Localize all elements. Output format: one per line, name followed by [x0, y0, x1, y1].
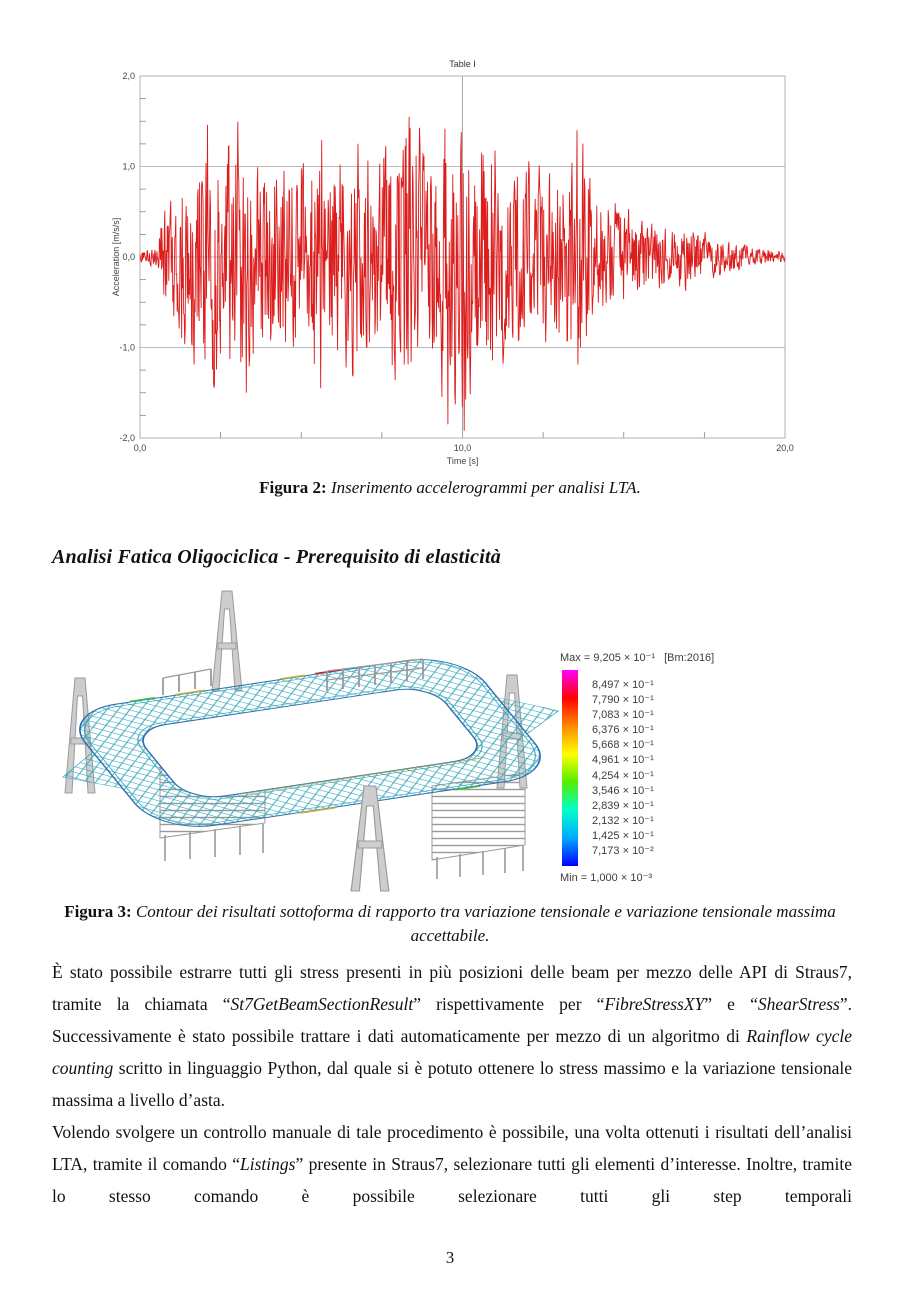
- text-segment: ” presente in Straus7, selezionare tutti gli elementi d’interesse. Inoltre, tramite lo stesso comando è possibile selezionare tutti gli step temporali: [52, 1154, 853, 1206]
- section-heading: Analisi Fatica Oligociclica - Prerequisito di elasticità: [52, 546, 501, 568]
- contour-legend: [560, 651, 800, 891]
- text-segment: Figura 2:: [259, 478, 327, 497]
- text-segment: Volendo svolgere un controllo manuale di tale procedimento è possibile, una volta ottenuti i risultati dell’analisi LTA, tramite il comando “: [52, 1122, 852, 1174]
- legend-value: 7,790 × 10⁻¹: [592, 694, 654, 707]
- svg-text:Time [s]: Time [s]: [446, 456, 479, 466]
- legend-min-label: Min = 1,000 × 10⁻³: [560, 872, 653, 884]
- text-segment: FibreStressXY: [604, 994, 705, 1014]
- text-segment: Inserimento accelerogrammi per analisi LTA.: [326, 478, 641, 497]
- paragraph-2: [52, 1116, 852, 1212]
- legend-color-bar: [562, 670, 578, 866]
- svg-text:1,0: 1,0: [122, 161, 135, 172]
- legend-max-label: [560, 651, 714, 664]
- figure2-chart: [110, 56, 800, 468]
- text-segment: ShearStress: [757, 994, 840, 1014]
- text-segment: Rainflow cycle counting: [52, 1026, 852, 1078]
- figure3-caption: [40, 900, 860, 948]
- paragraph-1: [52, 956, 852, 1116]
- svg-text:0,0: 0,0: [122, 252, 135, 262]
- figure2-caption: [40, 476, 860, 500]
- legend-value: 4,961 × 10⁻¹: [592, 754, 654, 767]
- text-segment: St7GetBeamSectionResult: [230, 994, 414, 1014]
- legend-value: 3,546 × 10⁻¹: [592, 784, 654, 797]
- svg-text:Table I: Table I: [449, 59, 476, 69]
- legend-value: 2,839 × 10⁻¹: [592, 799, 654, 812]
- text-segment: ” rispettivamente per “: [413, 994, 605, 1014]
- svg-text:2,0: 2,0: [122, 71, 135, 81]
- figure3-contour: [55, 583, 855, 905]
- legend-value: 5,668 × 10⁻¹: [592, 739, 654, 752]
- stadium-structure-rendering: [55, 583, 565, 905]
- legend-value: 7,173 × 10⁻²: [592, 844, 654, 857]
- accelerogram-plot: [110, 56, 800, 468]
- text-segment: Figura 3:: [64, 902, 132, 921]
- text-segment: Listings: [240, 1154, 296, 1174]
- svg-text:Acceleration [m/s/s]: Acceleration [m/s/s]: [111, 217, 121, 297]
- text-segment: scritto in linguaggio Python, dal quale si è potuto ottenere lo stress massimo e la variazione tensionale massima a livello d’asta.: [52, 1058, 852, 1110]
- text-segment: È stato possibile estrarre tutti gli stress presenti in più posizioni delle beam per mezzo delle API di Straus7, tramite la chiamata “: [52, 962, 852, 1014]
- svg-text:0,0: 0,0: [133, 443, 147, 453]
- text-segment: Contour dei risultati sottoforma di rapporto tra variazione tensionale e variazione tensionale massima accettabile.: [131, 902, 836, 945]
- text-segment: ”. Successivamente è stato possibile trattare i dati automaticamente per mezzo di un algoritmo di: [52, 994, 852, 1046]
- legend-max-value: Max = 9,205 × 10⁻¹: [560, 652, 656, 664]
- legend-value: 7,083 × 10⁻¹: [592, 709, 654, 722]
- page-number: 3: [445, 1248, 455, 1267]
- legend-value: 6,376 × 10⁻¹: [592, 724, 654, 737]
- legend-beam-ref: [Bm:2016]: [664, 652, 715, 664]
- pylon-top: [212, 591, 242, 691]
- body-text: [52, 956, 852, 1212]
- svg-text:-1,0: -1,0: [119, 342, 135, 353]
- legend-value: 4,254 × 10⁻¹: [592, 769, 654, 782]
- text-segment: ” e “: [704, 994, 758, 1014]
- legend-value: 8,497 × 10⁻¹: [592, 679, 654, 692]
- legend-value: 2,132 × 10⁻¹: [592, 814, 654, 827]
- svg-text:10,0: 10,0: [453, 443, 472, 453]
- legend-value: 1,425 × 10⁻¹: [592, 829, 654, 842]
- svg-text:20,0: 20,0: [776, 443, 794, 453]
- svg-text:-2,0: -2,0: [119, 433, 135, 443]
